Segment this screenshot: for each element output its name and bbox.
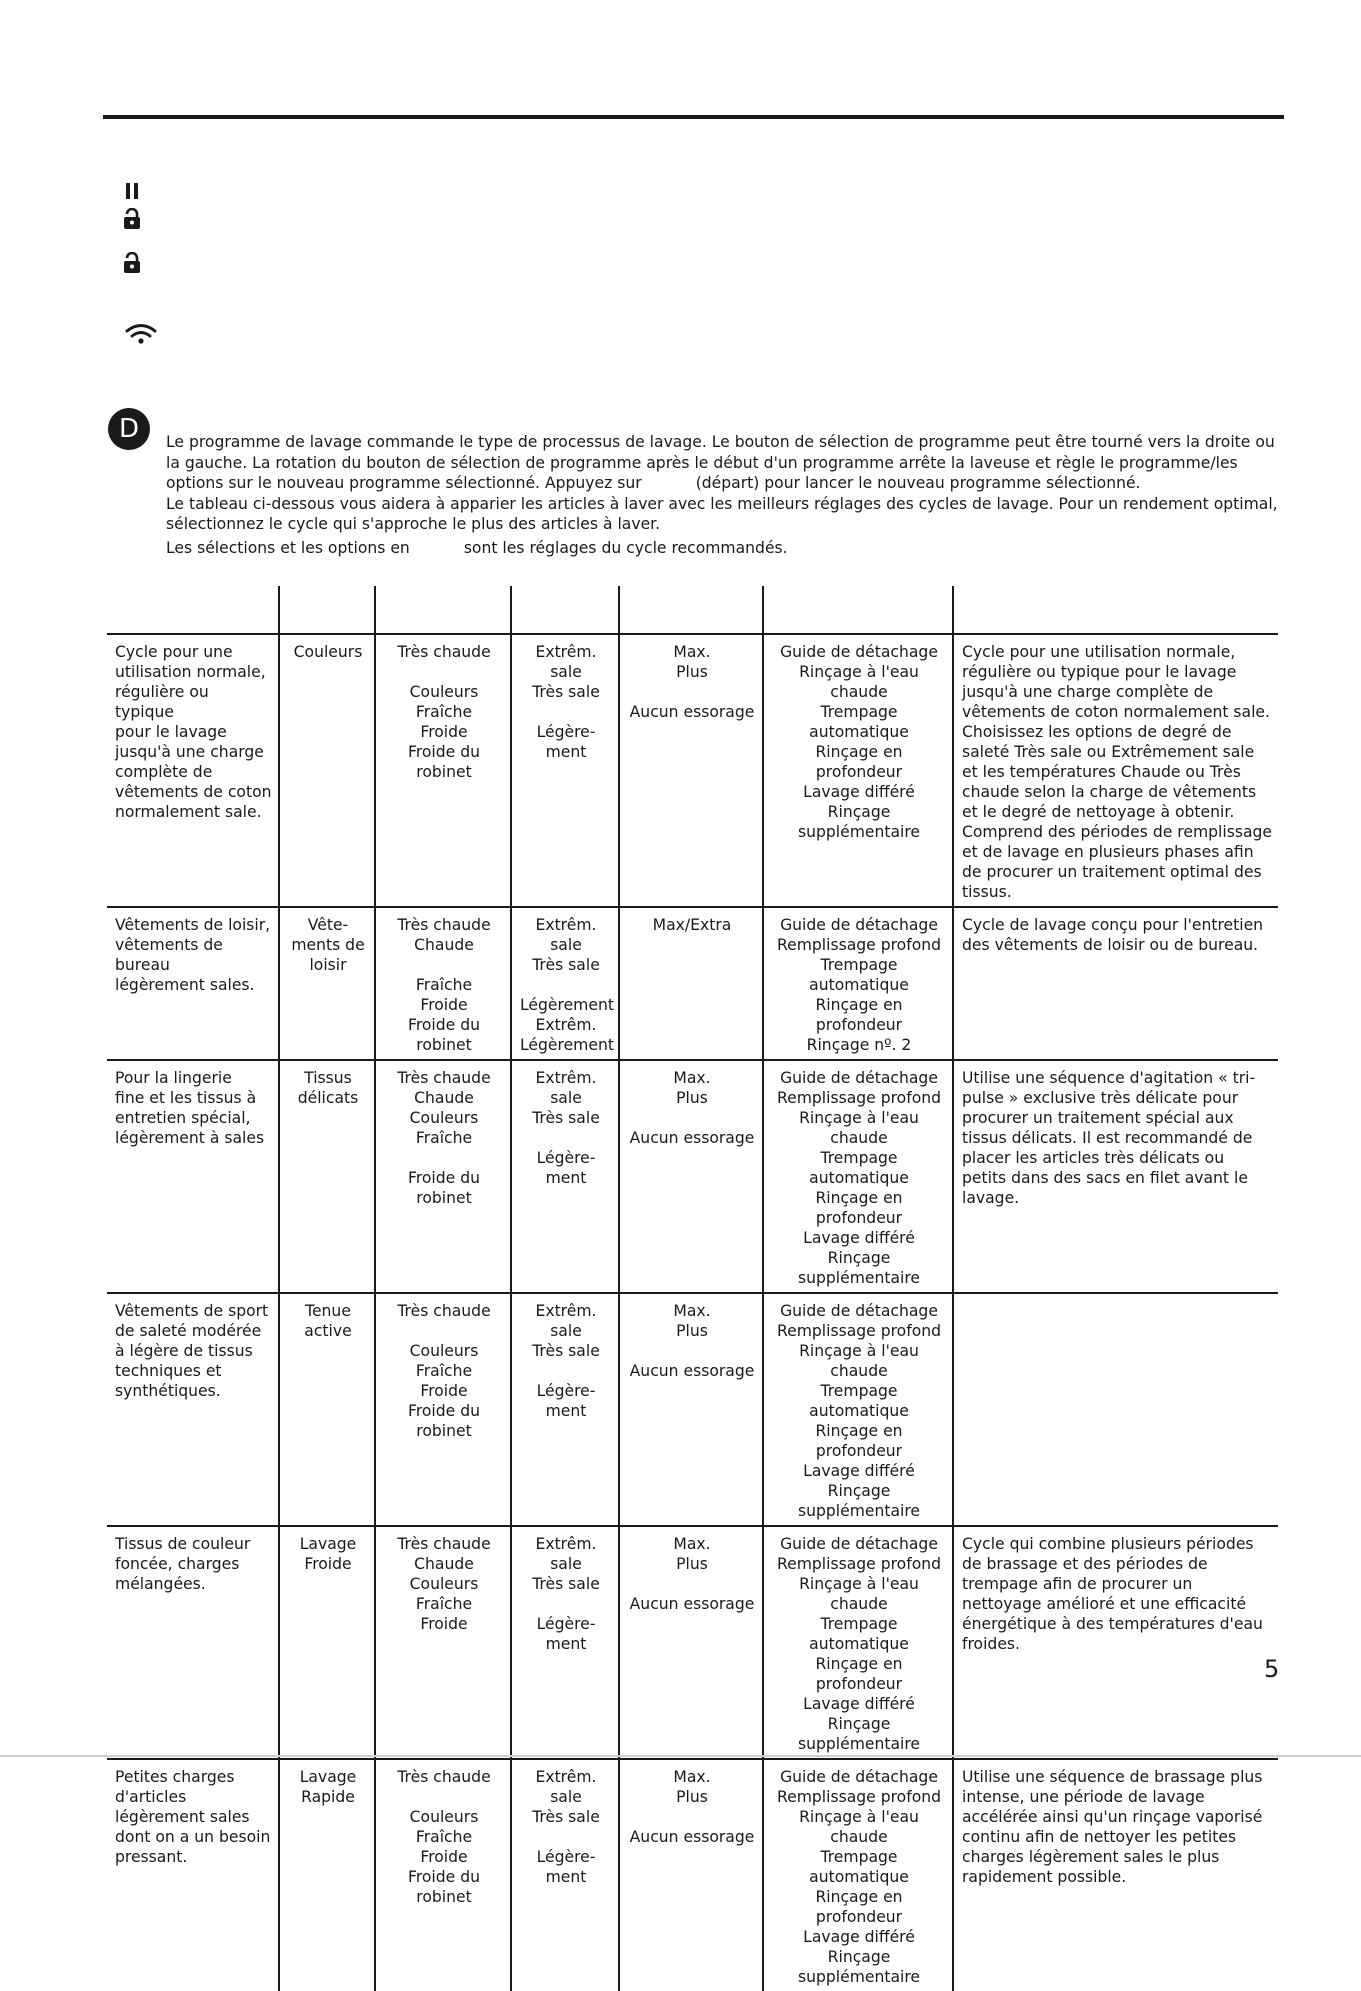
temperature-cell: Très chaude Couleurs Fraîche Froide Froide du robinet — [375, 1293, 511, 1526]
header-cell — [279, 586, 375, 634]
articles-cell: Tissus de couleur foncée, charges mélangées. — [107, 1526, 279, 1759]
lock-icon — [122, 252, 146, 276]
header-cell — [375, 586, 511, 634]
cycle-cell: Couleurs — [279, 634, 375, 907]
spin-cell: Max/Extra — [619, 907, 763, 1060]
temperature-cell: Très chaude Chaude Fraîche Froide Froide du robinet — [375, 907, 511, 1060]
soil-cell: Extrêm. sale Très sale Légèrement Extrêm. Légèrement — [511, 907, 619, 1060]
spin-cell: Max. Plus Aucun essorage — [619, 1526, 763, 1759]
intro-para1: Le programme de lavage commande le type de processus de lavage. Le bouton de sélection de programme peut être tourné vers la droite ou la gauche. La rotation du bouton de sélection de programme après le début d'un programme arrête la laveuse et règle le programme/les options sur le nouveau programme sélectionné. Appuyez sur — [166, 433, 1275, 492]
section-badge: D — [108, 408, 150, 450]
intro-paragraph — [166, 538, 1286, 559]
articles-cell: Vêtements de sport de saleté modérée à légère de tissus techniques et synthétiques. — [107, 1293, 279, 1526]
options-cell: Guide de détachage Remplissage profond Rinçage à l'eau chaude Trempage automatique Rinçage en profondeur Lavage différé Rinçage supplémentaire — [763, 1526, 953, 1759]
soil-cell: Extrêm. sale Très sale Légère- ment — [511, 634, 619, 907]
table-row — [107, 1759, 1278, 1991]
cycle-cell: Tissus délicats — [279, 1060, 375, 1293]
spin-cell: Max. Plus Aucun essorage — [619, 1060, 763, 1293]
header-cell — [107, 586, 279, 634]
intro-para3: Les sélections et les options en — [166, 538, 410, 557]
articles-cell: Pour la lingerie fine et les tissus à entretien spécial, légèrement à sales — [107, 1060, 279, 1293]
spin-cell: Max. Plus Aucun essorage — [619, 1293, 763, 1526]
articles-cell: Petites charges d'articles légèrement sales dont on a un besoin pressant. — [115, 1768, 271, 1866]
header-cell — [763, 586, 953, 634]
description-cell: Cycle de lavage conçu pour l'entretien des vêtements de loisir ou de bureau. — [953, 907, 1278, 1060]
wifi-icon — [124, 322, 158, 346]
pause-icon — [122, 180, 146, 204]
table-header-row — [107, 586, 1278, 634]
intro-para3-end: sont les réglages du cycle recommandés. — [463, 538, 788, 557]
description-cell: Cycle qui combine plusieurs périodes de brassage et des périodes de trempage afin de procurer un nettoyage amélioré et une efficacité énergétique à des températures d'eau froides. — [953, 1526, 1278, 1759]
page-number: 5 — [1264, 1655, 1280, 1683]
soil-cell: Extrêm. sale Très sale Légère- ment — [511, 1526, 619, 1759]
cycle-cell: Tenue active — [279, 1293, 375, 1526]
cycle-cell: Vête- ments de loisir — [279, 907, 375, 1060]
temperature-cell: Très chaude Couleurs Fraîche Froide Froide du robinet — [375, 1759, 511, 1991]
intro-text — [166, 432, 1286, 558]
description-cell: Cycle pour une utilisation normale, régulière ou typique pour le lavage jusqu'à une charge complète de vêtements de coton normalement sale. Choisissez les options de degré de saleté Très sale ou Extrêmement sale et les températures Chaude ou Très chaude selon la charge de vêtements et le degré de nettoyage à obtenir. Comprend des périodes de remplissage et de lavage en plusieurs phases afin de procurer un traitement optimal des tissus. — [953, 634, 1278, 907]
temperature-cell: Très chaude Chaude Couleurs Fraîche Froide — [375, 1526, 511, 1759]
options-cell: Guide de détachage Remplissage profond Rinçage à l'eau chaude Trempage automatique Rinçage en profondeur Lavage différé Rinçage supplémentaire — [763, 1293, 953, 1526]
cycle-cell: Lavage Froide — [279, 1526, 375, 1759]
articles-cell: Cycle pour une utilisation normale, régulière ou typique pour le lavage jusqu'à une charge complète de vêtements de coton normalement sale. — [107, 634, 279, 907]
bottom-rule — [0, 1755, 1361, 1757]
cycle-cell: Lavage Rapide — [279, 1759, 375, 1991]
soil-cell: Extrêm. sale Très sale Légère- ment — [511, 1759, 619, 1991]
options-cell: Guide de détachage Remplissage profond Rinçage à l'eau chaude Trempage automatique Rinçage en profondeur Lavage différé Rinçage supplémentaire — [763, 1759, 953, 1991]
intro-paragraph — [166, 432, 1286, 494]
articles-cell: Vêtements de loisir, vêtements de bureau légèrement sales. — [107, 907, 279, 1060]
header-cell — [953, 586, 1278, 634]
soil-cell: Extrêm. sale Très sale Légère- ment — [511, 1293, 619, 1526]
header-cell — [619, 586, 763, 634]
intro-para2: Le tableau ci-dessous vous aidera à apparier les articles à laver avec les meilleurs réglages des cycles de lavage. Pour un rendement optimal, sélectionnez le cycle qui s'approche le plus des articles à laver. — [166, 494, 1278, 533]
top-rule — [103, 115, 1284, 119]
table-row — [107, 907, 1278, 1060]
spin-cell: Max. Plus Aucun essorage — [619, 1759, 763, 1991]
table-row — [107, 634, 1278, 907]
soil-cell: Extrêm. sale Très sale Légère- ment — [511, 1060, 619, 1293]
temperature-cell: Très chaude Chaude Couleurs Fraîche Froide du robinet — [375, 1060, 511, 1293]
table-row — [107, 1293, 1278, 1526]
table-row — [107, 1060, 1278, 1293]
description-cell: Utilise une séquence de brassage plus intense, une période de lavage accélérée ainsi qu'un rinçage vaporisé continu afin de nettoyer les petites charges légèrement sales le plus rapidement possible. — [953, 1759, 1278, 1991]
header-cell — [511, 586, 619, 634]
options-cell: Guide de détachage Remplissage profond Rinçage à l'eau chaude Trempage automatique Rinçage en profondeur Lavage différé Rinçage supplémentaire — [763, 1060, 953, 1293]
options-cell: Guide de détachage Remplissage profond Trempage automatique Rinçage en profondeur Rinçage nº. 2 — [763, 907, 953, 1060]
spin-cell: Max. Plus Aucun essorage — [619, 634, 763, 907]
lock-icon — [122, 208, 146, 232]
description-cell — [953, 1293, 1278, 1526]
description-cell: Utilise une séquence d'agitation « tri-pulse » exclusive très délicate pour procurer un traitement spécial aux tissus délicats. Il est recommandé de placer les articles très délicats ou petits dans des sacs en filet avant le lavage. — [953, 1060, 1278, 1293]
options-cell: Guide de détachage Rinçage à l'eau chaude Trempage automatique Rinçage en profondeur Lavage différé Rinçage supplémentaire — [763, 634, 953, 907]
temperature-cell: Très chaude Couleurs Fraîche Froide Froide du robinet — [375, 634, 511, 907]
table-row — [107, 1526, 1278, 1759]
cycle-table — [107, 586, 1278, 1991]
intro-para1-end: (départ) pour lancer le nouveau programme sélectionné. — [695, 474, 1141, 492]
